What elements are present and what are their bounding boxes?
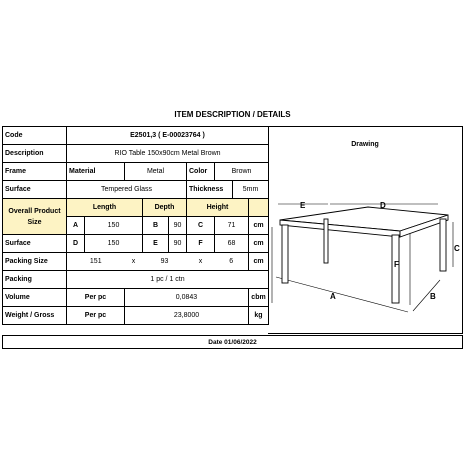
dim-c-label: C (187, 217, 215, 235)
height-header: Height (187, 199, 249, 217)
surface-size-label: Surface (3, 235, 67, 253)
row-weight (3, 307, 269, 325)
dim-a-value: 150 (85, 217, 143, 235)
drawing-label-a: A (330, 292, 336, 301)
packing-label: Packing (3, 271, 67, 289)
overall-size-label: Overall Product Size (3, 199, 67, 235)
packing-size-label: Packing Size (3, 253, 67, 271)
dim-f-value: 68 (215, 235, 249, 253)
thickness-value: 5mm (233, 181, 269, 199)
packing-length: 151 (67, 253, 125, 271)
code-value: E2501,3 ( E-00023764 ) (67, 127, 269, 145)
row-description (3, 145, 269, 163)
drawing-panel (268, 126, 463, 334)
description-label: Description (3, 145, 67, 163)
dim-d-label: D (67, 235, 85, 253)
surface-size-unit: cm (249, 235, 269, 253)
dim-e-label: E (143, 235, 169, 253)
material-label: Material (67, 163, 125, 181)
volume-per: Per pc (67, 289, 125, 307)
frame-label: Frame (3, 163, 67, 181)
color-label: Color (187, 163, 215, 181)
drawing-label-b: B (430, 292, 436, 301)
row-volume (3, 289, 269, 307)
spec-table (2, 126, 269, 325)
code-label: Code (3, 127, 67, 145)
dim-a-label: A (67, 217, 85, 235)
volume-label: Volume (3, 289, 67, 307)
row-code (3, 127, 269, 145)
drawing-label-d: D (380, 201, 386, 210)
dim-e-value: 90 (169, 235, 187, 253)
dim-d-value: 150 (85, 235, 143, 253)
dim-f-label: F (187, 235, 215, 253)
row-surface-size (3, 235, 269, 253)
packing-x2: x (187, 253, 215, 271)
row-dimension-headers (3, 199, 269, 217)
date-footer: Date 01/06/2022 (2, 335, 463, 349)
row-surface (3, 181, 269, 199)
material-value: Metal (125, 163, 187, 181)
drawing-label-e: E (300, 201, 306, 210)
drawing-title: Drawing (351, 141, 379, 148)
packing-width: 93 (143, 253, 187, 271)
surface-value: Tempered Glass (67, 181, 187, 199)
depth-header: Depth (143, 199, 187, 217)
row-packing-size (3, 253, 269, 271)
row-packing (3, 271, 269, 289)
dim-c-value: 71 (215, 217, 249, 235)
volume-value: 0,0843 (125, 289, 249, 307)
dim-b-value: 90 (169, 217, 187, 235)
drawing-label-c: C (454, 244, 460, 253)
tabletop (280, 207, 448, 237)
weight-unit: kg (249, 307, 269, 325)
packing-value: 1 pc / 1 ctn (67, 271, 269, 289)
dim-b-label: B (143, 217, 169, 235)
overall-unit: cm (249, 217, 269, 235)
packing-x1: x (125, 253, 143, 271)
surface-label: Surface (3, 181, 67, 199)
thickness-label: Thickness (187, 181, 233, 199)
weight-value: 23,8000 (125, 307, 249, 325)
row-frame (3, 163, 269, 181)
drawing-label-f: F (394, 260, 399, 269)
description-value: RIO Table 150x90cm Metal Brown (67, 145, 269, 163)
color-value: Brown (215, 163, 269, 181)
length-header: Length (67, 199, 143, 217)
sheet-title: ITEM DESCRIPTION / DETAILS (174, 110, 291, 119)
volume-unit: cbm (249, 289, 269, 307)
packing-height: 6 (215, 253, 249, 271)
table-drawing (268, 127, 463, 335)
weight-per: Per pc (67, 307, 125, 325)
packing-size-unit: cm (249, 253, 269, 271)
weight-label: Weight / Gross (3, 307, 67, 325)
